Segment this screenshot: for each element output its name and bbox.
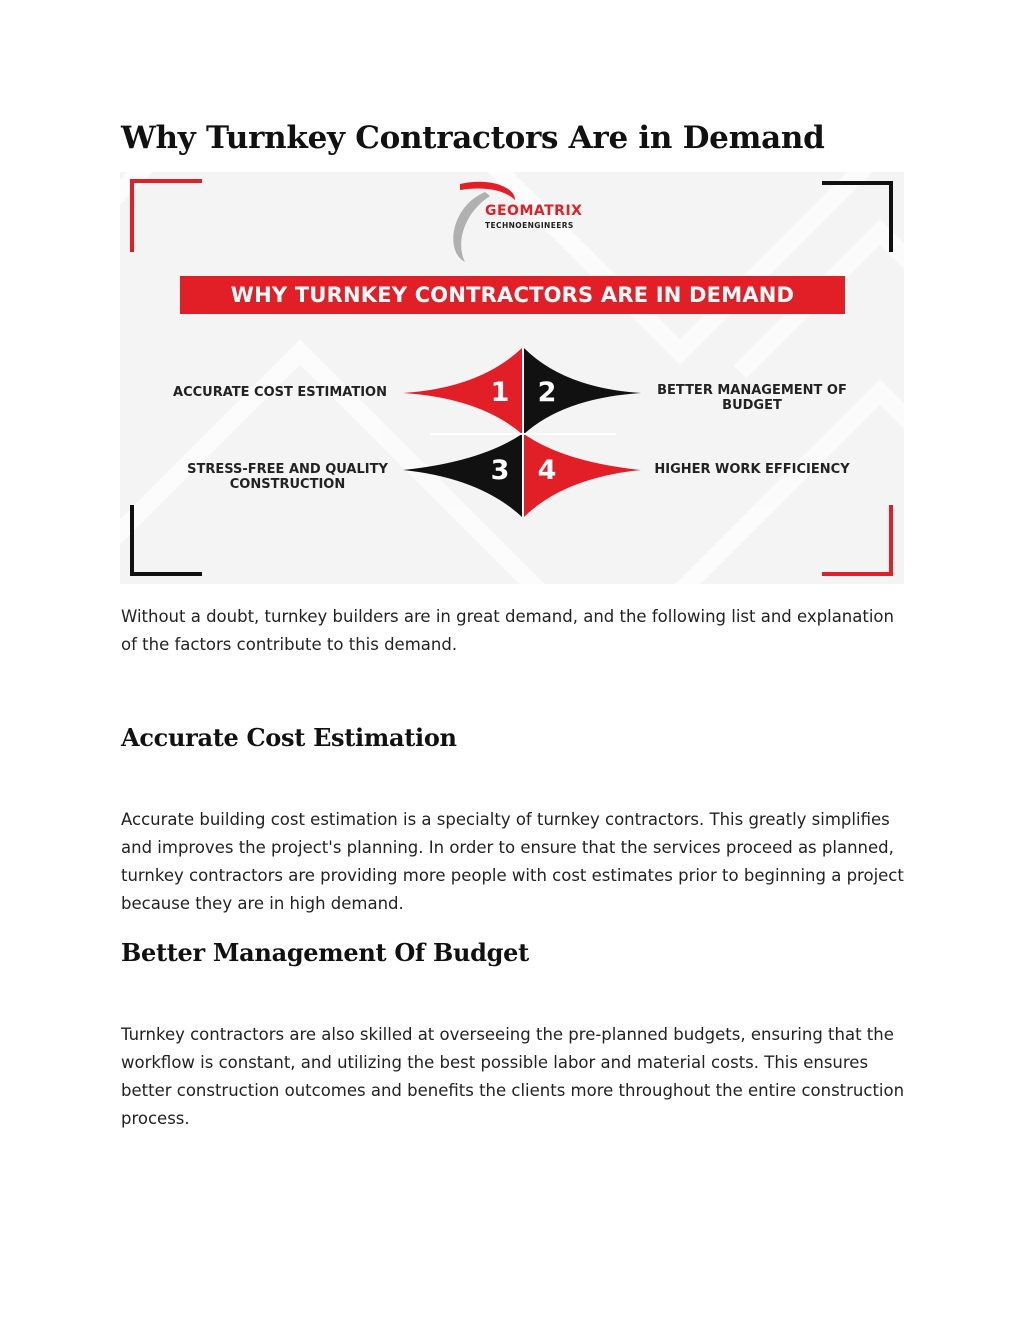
logo-text-secondary: TECHNOENGINEERS: [485, 221, 574, 230]
factor-number-1: 1: [490, 377, 510, 408]
section-heading-accurate-cost: Accurate Cost Estimation: [121, 723, 457, 752]
infographic: [120, 172, 904, 584]
factor-number-3: 3: [490, 455, 510, 486]
company-logo: [447, 176, 587, 264]
factor-label-4: HIGHER WORK EFFICIENCY: [654, 462, 850, 477]
intro-paragraph: Without a doubt, turnkey builders are in great demand, and the following list and explanation of the factors contribute to this demand.: [121, 607, 894, 654]
logo-text-primary: GEOMATRIX: [485, 203, 583, 219]
factor-label-1: ACCURATE COST ESTIMATION: [173, 385, 387, 400]
corner-frame-top-left: [132, 181, 202, 252]
page-title: Why Turnkey Contractors Are in Demand: [121, 120, 825, 156]
infographic-banner: WHY TURNKEY CONTRACTORS ARE IN DEMAND: [180, 276, 845, 314]
factor-number-2: 2: [537, 377, 557, 408]
section-body-budget: Turnkey contractors are also skilled at overseeing the pre-planned budgets, ensuring that the workflow is constant, and utilizing the best possible labor and material costs. This ensures better construction outcomes and benefits the clients more throughout the entire construction process.: [121, 1025, 905, 1128]
factor-label-3: STRESS-FREE AND QUALITY CONSTRUCTION: [187, 462, 388, 492]
factor-label-2: BETTER MANAGEMENT OF BUDGET: [657, 383, 847, 413]
section-heading-budget: Better Management Of Budget: [121, 938, 529, 967]
section-body-accurate-cost: Accurate building cost estimation is a specialty of turnkey contractors. This greatly simplifies and improves the project's planning. In order to ensure that the services proceed as planned, turnkey contractors are providing more people with cost estimates prior to beginning a project because they are in high demand.: [121, 810, 904, 913]
corner-frame-bottom-right: [822, 505, 891, 574]
factor-number-4: 4: [537, 455, 557, 486]
